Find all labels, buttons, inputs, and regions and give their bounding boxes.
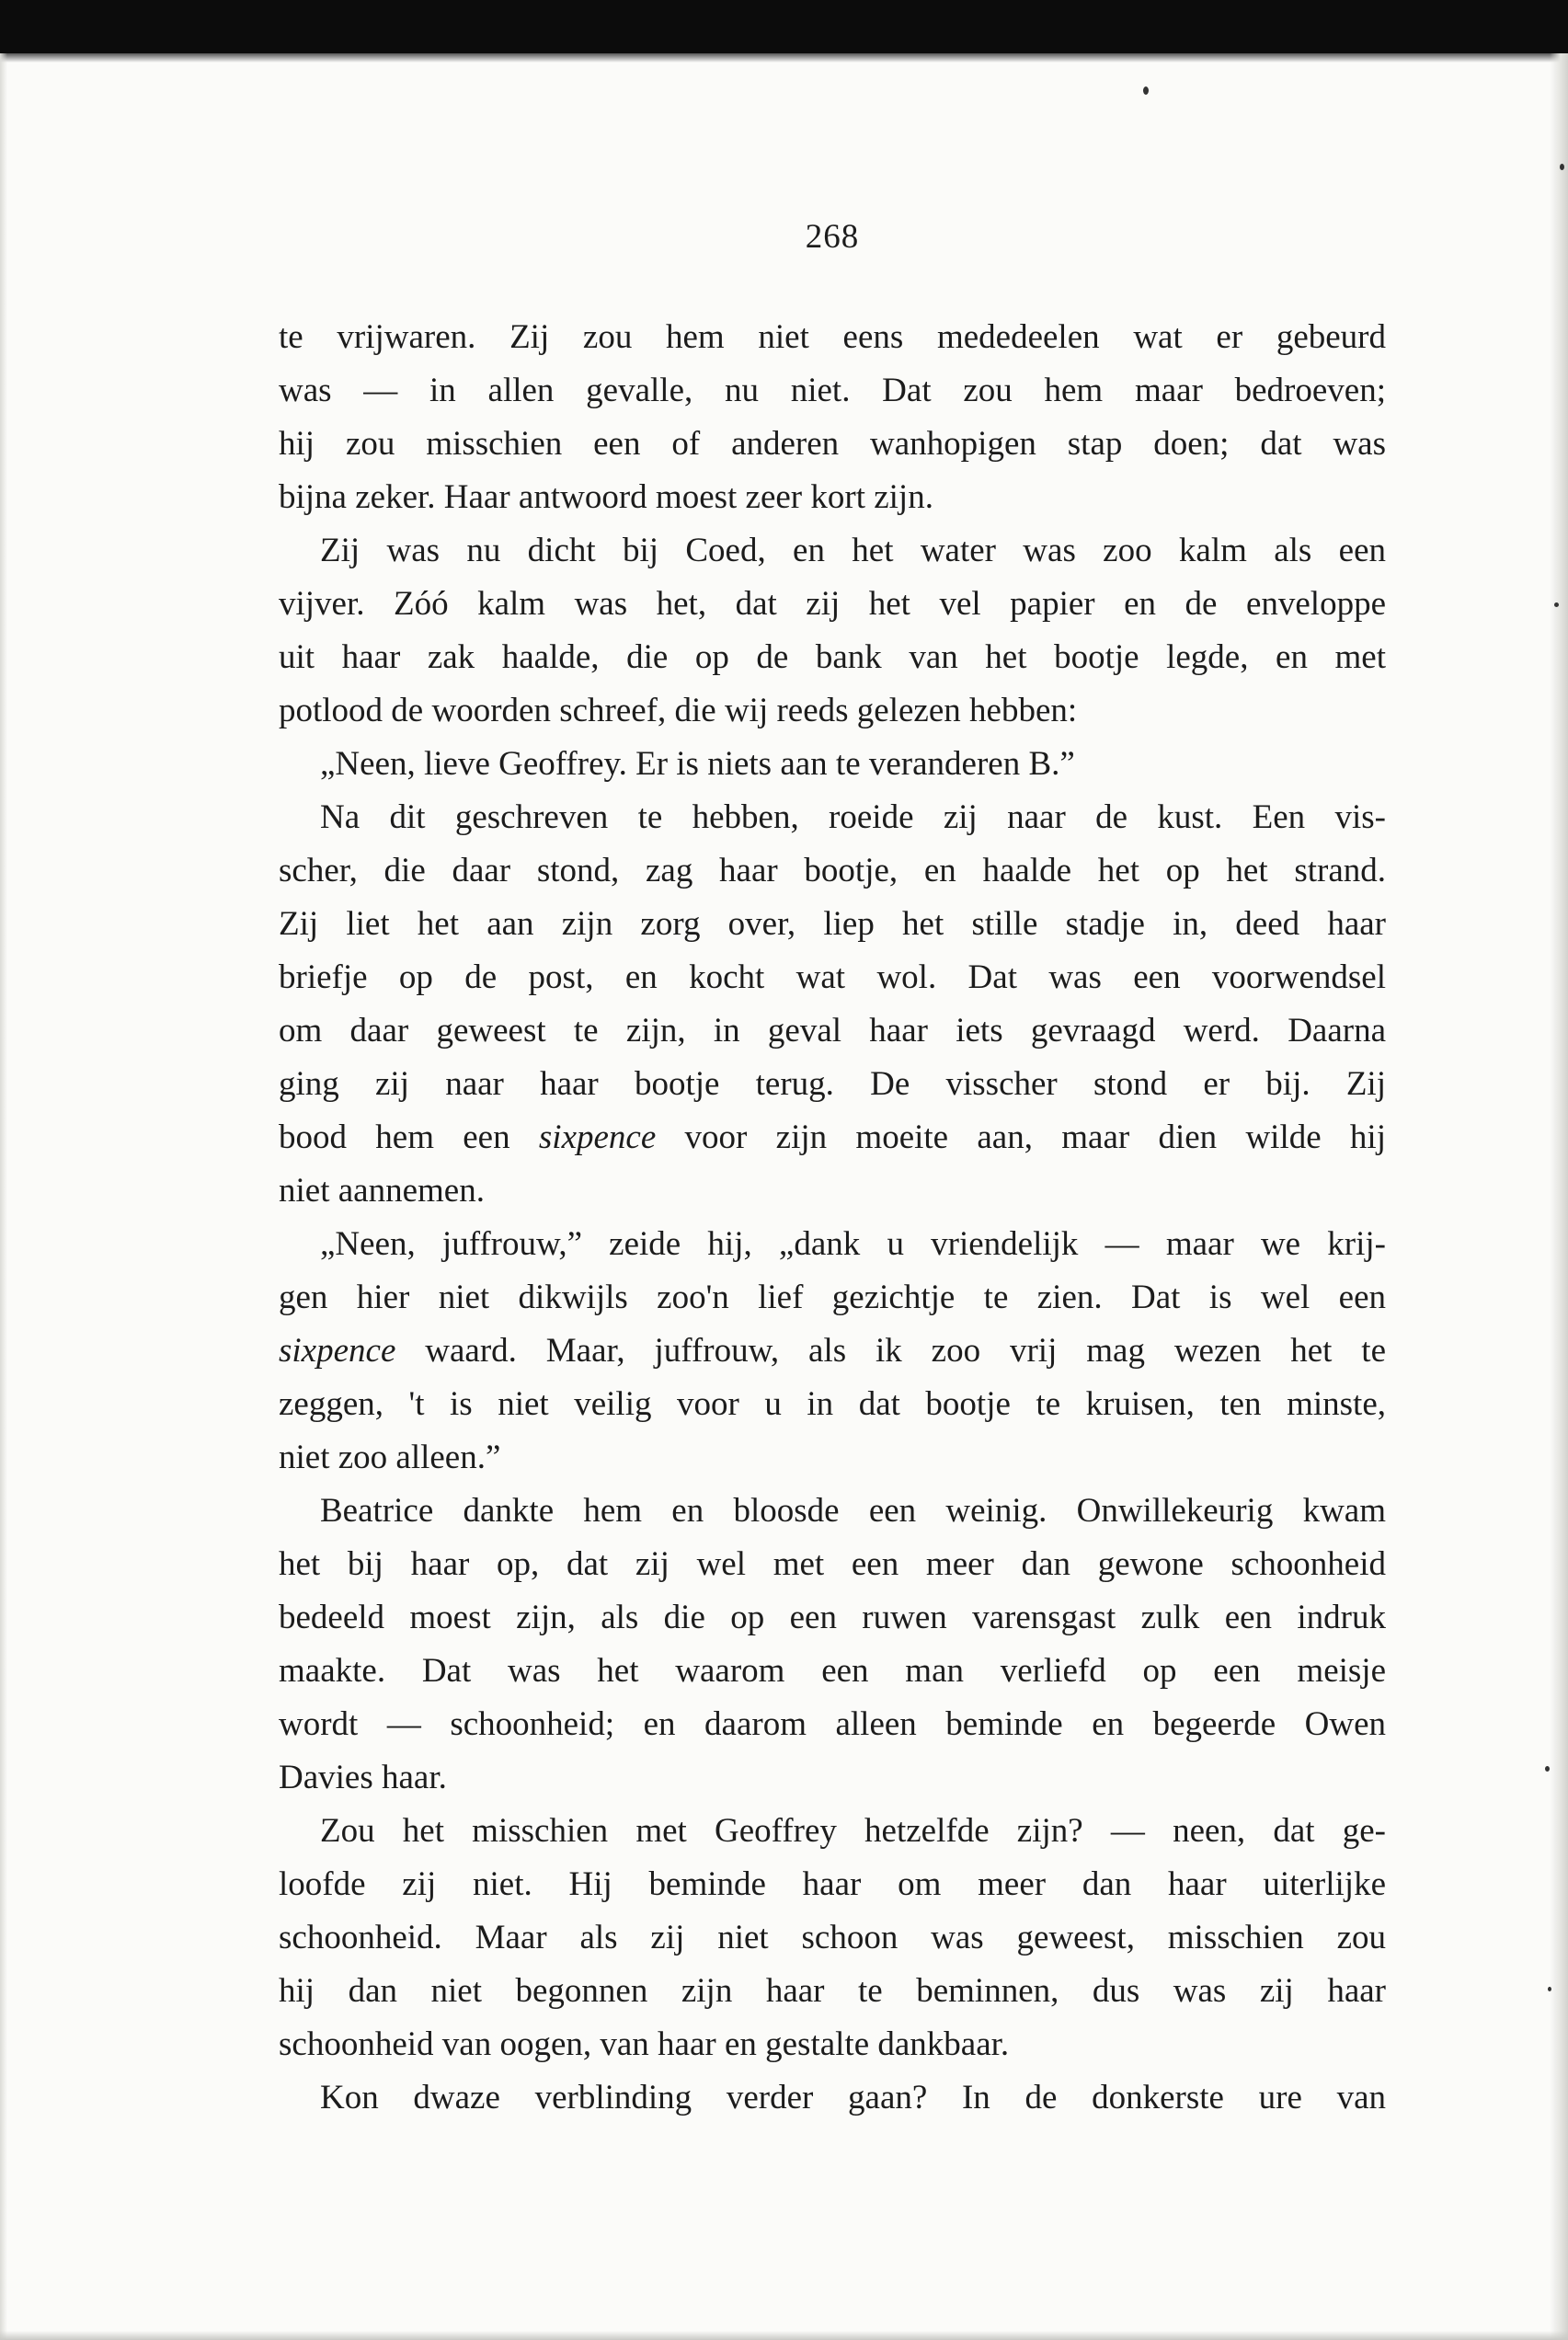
text-line: scher, die daar stond, zag haar bootje, en haalde het op het strand. <box>279 852 1386 889</box>
text-line: bijna zeker. Haar antwoord moest zeer kort zijn. <box>279 478 933 516</box>
text-line: gen hier niet dikwijls zoo'n lief gezichtje te zien. Dat is wel een <box>279 1279 1386 1316</box>
text-line: te vrijwaren. Zij zou hem niet eens mededeelen wat er gebeurd <box>279 318 1386 356</box>
text-line: loofde zij niet. Hij beminde haar om meer dan haar uiterlijke <box>279 1865 1386 1903</box>
text-line: niet aannemen. <box>279 1172 485 1210</box>
text-line: om daar geweest te zijn, in geval haar iets gevraagd werd. Daarna <box>279 1012 1386 1050</box>
scan-bottom-edge <box>0 2331 1568 2340</box>
text-line: uit haar zak haalde, die op de bank van het bootje legde, en met <box>279 638 1386 676</box>
text-line: ging zij naar haar bootje terug. De visscher stond er bij. Zij <box>279 1065 1386 1103</box>
text-line: hij zou misschien een of anderen wanhopigen stap doen; dat was <box>279 425 1386 463</box>
text-line: bood hem een sixpence voor zijn moeite aan, maar dien wilde hij <box>279 1118 1386 1156</box>
text-line: het bij haar op, dat zij wel met een meer dan gewone schoonheid <box>279 1545 1386 1583</box>
text-line: Zou het misschien met Geoffrey hetzelfde zijn? — neen, dat ge- <box>320 1812 1386 1850</box>
text-line: zeggen, 't is niet veilig voor u in dat bootje te kruisen, ten minste, <box>279 1385 1386 1423</box>
text-line: potlood de woorden schreef, die wij reeds gelezen hebben: <box>279 692 1078 729</box>
scan-right-edge <box>1550 53 1568 2340</box>
text-line: schoonheid. Maar als zij niet schoon was geweest, misschien zou <box>279 1919 1386 1956</box>
scan-speck <box>1545 1766 1550 1772</box>
text-line: maakte. Dat was het waarom een man verliefd op een meisje <box>279 1652 1386 1690</box>
text-line: bedeeld moest zijn, als die op een ruwen varensgast zulk een indruk <box>279 1599 1386 1636</box>
scan-speck <box>1143 86 1149 95</box>
text-line: Na dit geschreven te hebben, roeide zij naar de kust. Een vis- <box>320 798 1386 836</box>
text-line: hij dan niet begonnen zijn haar te beminnen, dus was zij haar <box>279 1972 1386 2010</box>
text-line: vijver. Zóó kalm was het, dat zij het vel papier en de enveloppe <box>279 585 1386 623</box>
scan-speck <box>1554 602 1559 607</box>
text-line: Zij was nu dicht bij Coed, en het water was zoo kalm als een <box>320 532 1386 569</box>
text-line: was — in allen gevalle, nu niet. Dat zou hem maar bedroeven; <box>279 372 1386 409</box>
text-line: Kon dwaze verblinding verder gaan? In de donkerste ure van <box>320 2079 1386 2116</box>
text-line: sixpence waard. Maar, juffrouw, als ik zoo vrij mag wezen het te <box>279 1332 1386 1370</box>
scan-speck <box>1548 1987 1551 1991</box>
scan-left-edge <box>0 53 7 2340</box>
text-line: briefje op de post, en kocht wat wol. Dat was een voorwendsel <box>279 958 1386 996</box>
body-text <box>279 311 1386 2125</box>
text-line: „Neen, lieve Geoffrey. Er is niets aan te veranderen B.” <box>320 745 1075 783</box>
page-number: 268 <box>805 218 860 256</box>
scan-speck <box>1560 164 1564 170</box>
scan-top-band <box>0 0 1568 53</box>
text-line: niet zoo alleen.” <box>279 1439 501 1476</box>
text-line: schoonheid van oogen, van haar en gestalte dankbaar. <box>279 2025 1010 2063</box>
text-line: „Neen, juffrouw,” zeide hij, „dank u vriendelijk — maar we krij- <box>320 1225 1386 1263</box>
text-line: Beatrice dankte hem en bloosde een weinig. Onwillekeurig kwam <box>320 1492 1386 1530</box>
text-line: Davies haar. <box>279 1759 447 1796</box>
text-line: Zij liet het aan zijn zorg over, liep het stille stadje in, deed haar <box>279 905 1386 943</box>
scan-top-edge <box>0 53 1568 63</box>
text-line: wordt — schoonheid; en daarom alleen beminde en begeerde Owen <box>279 1705 1386 1743</box>
